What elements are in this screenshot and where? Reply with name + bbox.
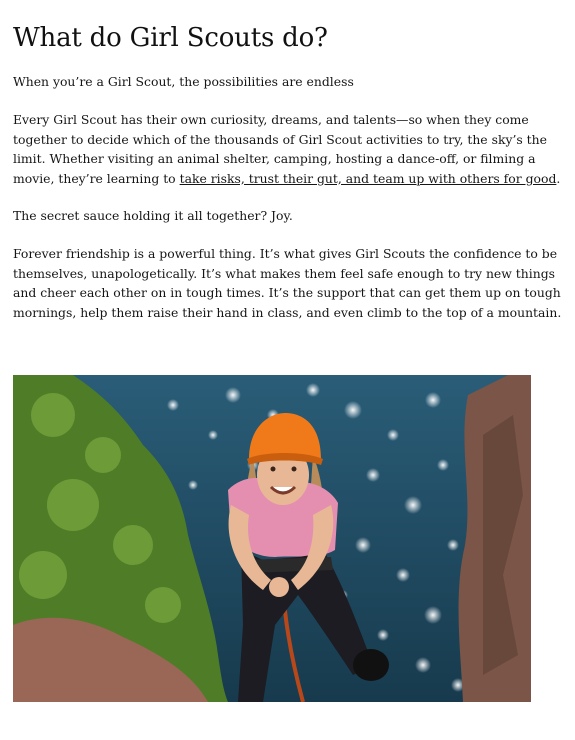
intro-paragraph: When you’re a Girl Scout, the possibilities are endless (13, 74, 354, 89)
left-eye (271, 467, 276, 472)
curiosity-paragraph (13, 110, 566, 188)
climbing-girl-photo (13, 375, 531, 702)
page-title: What do Girl Scouts do? (13, 23, 328, 53)
friendship-paragraph: Forever friendship is a powerful thing. It’s what gives Girl Scouts the confidence to be themselves, unapologetically. It’s what makes them feel safe enough to try new things and cheer each other on in tough times. It’s the support that can get them up on tough mornings, help them raise their hand in class, and even climb to the top of a mountain. (13, 246, 562, 320)
underlined-phrase[interactable]: take risks, trust their gut, and team up with others for good (179, 170, 557, 186)
secret-sauce-paragraph: The secret sauce holding it all together? Joy. (13, 208, 293, 223)
photo-illustration (13, 375, 531, 702)
right-eye (292, 467, 297, 472)
knee-pad (353, 649, 389, 681)
paragraph-text: Every Girl Scout has their own curiosity, dreams, and talents—so when they come together to decide which of the thousands of Girl Scout activities to try, the sky’s the limit. Whether visiting an animal shelter, camping, hosting a dance-off, or filming a movie, they’re learning to (13, 112, 547, 186)
paragraph-text-end: . (556, 170, 561, 186)
hands (269, 577, 289, 597)
